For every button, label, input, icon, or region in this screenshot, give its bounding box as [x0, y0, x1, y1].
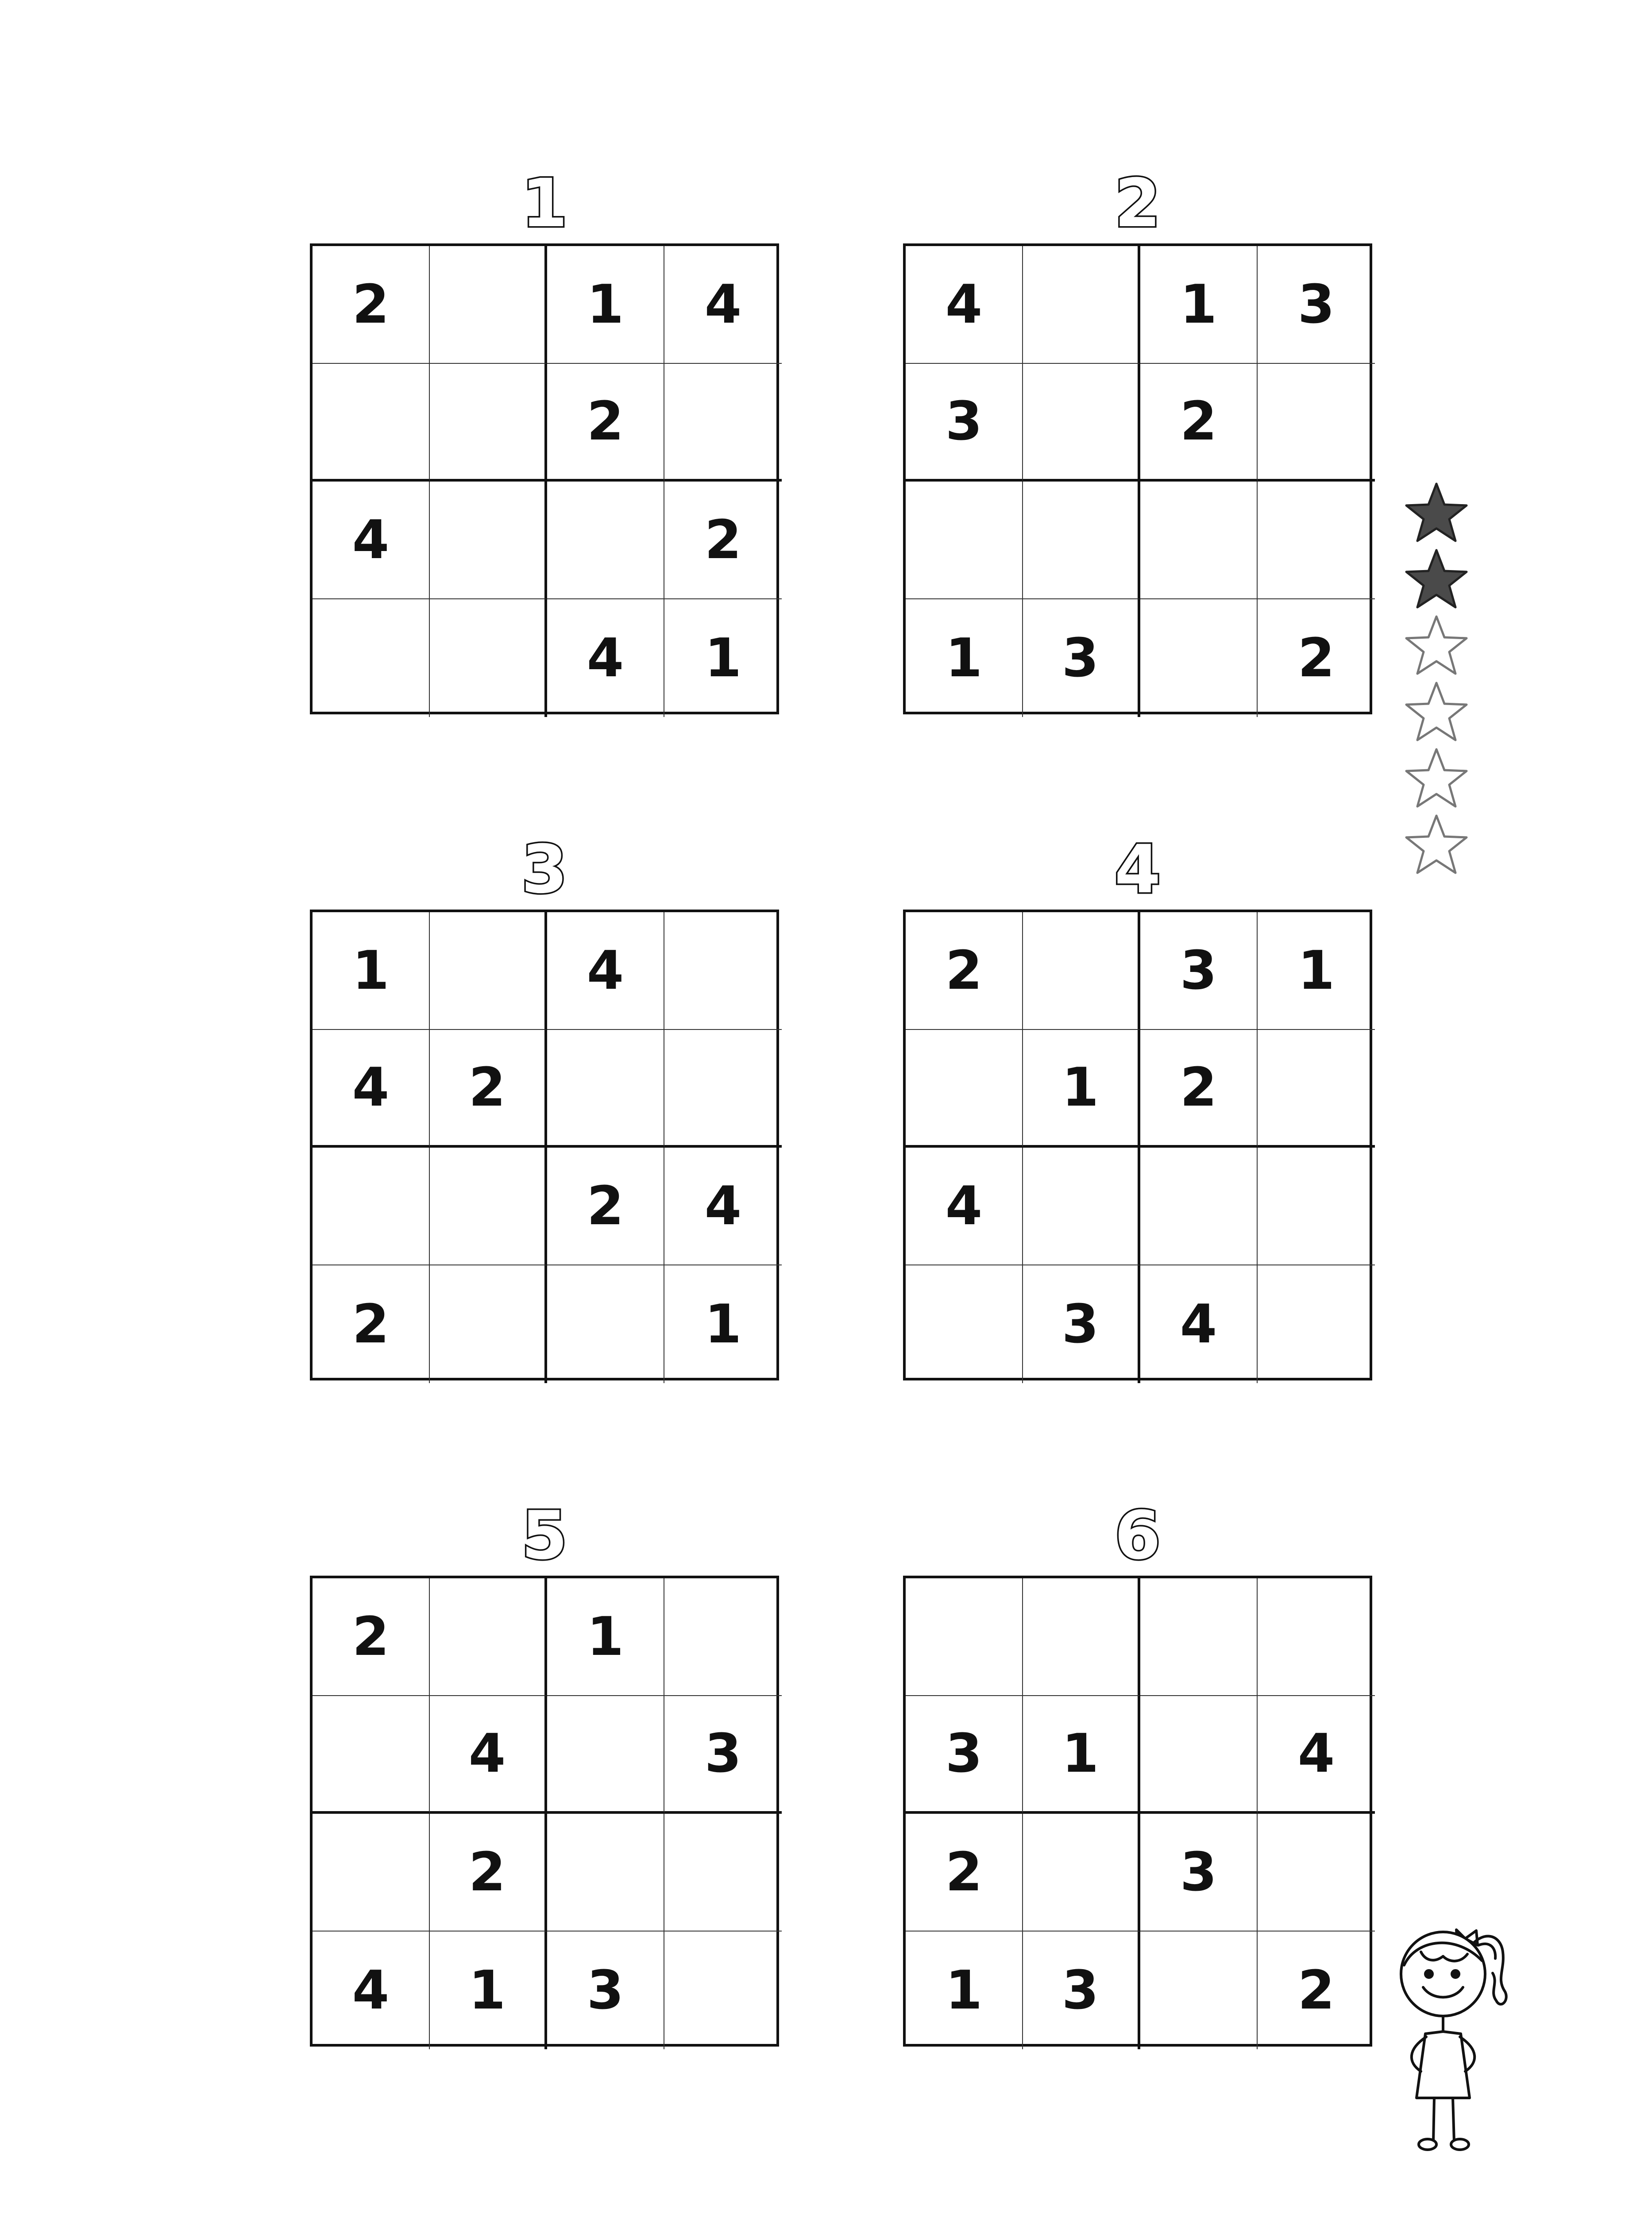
grid-cell: 4 [313, 1030, 430, 1148]
grid-cell[interactable] [1140, 599, 1258, 717]
grid-cell[interactable] [313, 364, 430, 482]
grid-cell[interactable] [1140, 482, 1258, 599]
grid-cell: 1 [906, 599, 1023, 717]
grid-cell[interactable] [1023, 1814, 1140, 1932]
grid-cell[interactable] [906, 482, 1023, 599]
grid-cell[interactable] [1258, 1814, 1375, 1932]
grid-cell: 2 [547, 1148, 664, 1265]
grid-cell: 2 [1297, 627, 1335, 689]
grid-cell[interactable] [1023, 482, 1140, 599]
grid-cell: 3 [1258, 246, 1375, 364]
grid-cell: 1 [1023, 1030, 1140, 1148]
grid-cell: 2 [430, 1030, 547, 1148]
grid-cell[interactable] [430, 912, 547, 1030]
grid-cell: 4 [313, 482, 430, 599]
grid-cell: 1 [704, 1293, 742, 1355]
grid-cell: 3 [547, 1932, 664, 2049]
grid-cell: 1 [547, 1578, 664, 1696]
grid-cell: 4 [664, 1148, 782, 1265]
grid-cell[interactable] [547, 1696, 664, 1814]
grid-cell[interactable] [1258, 1265, 1375, 1383]
sudoku-grid [903, 243, 1372, 714]
grid-cell: 3 [1023, 1265, 1140, 1383]
grid-cell: 2 [313, 1578, 430, 1696]
empty-star-icon [1403, 613, 1470, 679]
grid-cell: 4 [313, 1932, 430, 2049]
grid-cell: 2 [906, 1814, 1023, 1932]
sudoku-grid [903, 1576, 1372, 2047]
grid-cell[interactable] [906, 1030, 1023, 1148]
grid-cell[interactable] [906, 1265, 1023, 1383]
grid-cell[interactable] [1258, 1148, 1375, 1265]
grid-cell[interactable] [664, 1030, 782, 1148]
grid-cell: 1 [704, 627, 742, 689]
grid-cell: 3 [1140, 1814, 1258, 1932]
grid-cell: 4 [906, 1148, 1023, 1265]
grid-cell[interactable] [547, 482, 664, 599]
grid-cell[interactable] [1258, 1030, 1375, 1148]
grid-cell: 1 [906, 1932, 1023, 2049]
grid-cell: 4 [1258, 1696, 1375, 1814]
grid-cell[interactable] [313, 1814, 430, 1932]
puzzle-number: 2 [1114, 165, 1161, 242]
grid-cell: 4 [1140, 1265, 1258, 1383]
difficulty-stars [1403, 480, 1478, 879]
grid-cell[interactable] [547, 1265, 664, 1383]
grid-cell[interactable] [1258, 482, 1375, 599]
grid-cell: 4 [430, 1696, 547, 1814]
grid-cell[interactable] [1258, 1578, 1375, 1696]
grid-cell[interactable] [430, 482, 547, 599]
grid-cell: 1 [430, 1932, 547, 2049]
grid-cell: 3 [1023, 599, 1140, 717]
grid-cell[interactable] [547, 1030, 664, 1148]
grid-cell[interactable] [1258, 364, 1375, 482]
grid-cell: 1 [313, 912, 430, 1030]
sudoku-grid [903, 910, 1372, 1380]
grid-cell[interactable] [430, 599, 547, 717]
grid-cell[interactable] [1140, 1696, 1258, 1814]
grid-cell[interactable] [430, 246, 547, 364]
grid-cell: 2 [547, 364, 664, 482]
grid-cell[interactable] [664, 912, 782, 1030]
puzzle-number: 5 [521, 1497, 568, 1574]
grid-cell: 2 [313, 1265, 430, 1383]
puzzle-number: 4 [1114, 831, 1161, 908]
puzzle-number: 3 [521, 831, 568, 908]
grid-cell[interactable] [313, 1148, 430, 1265]
grid-cell[interactable] [430, 1148, 547, 1265]
grid-cell[interactable] [430, 1265, 547, 1383]
grid-cell: 2 [664, 482, 782, 599]
grid-cell: 4 [906, 246, 1023, 364]
grid-cell: 2 [1140, 1030, 1258, 1148]
grid-cell: 3 [1023, 1932, 1140, 2049]
grid-cell[interactable] [430, 364, 547, 482]
filled-star-icon [1403, 480, 1470, 547]
grid-cell[interactable] [664, 1932, 782, 2049]
grid-cell: 4 [664, 246, 782, 364]
grid-cell: 4 [547, 912, 664, 1030]
grid-cell: 3 [906, 1696, 1023, 1814]
grid-cell[interactable] [430, 1578, 547, 1696]
grid-cell: 3 [664, 1696, 782, 1814]
grid-cell[interactable] [664, 1814, 782, 1932]
grid-cell[interactable] [1023, 912, 1140, 1030]
grid-cell[interactable] [313, 1696, 430, 1814]
grid-cell: 1 [1258, 912, 1375, 1030]
grid-cell[interactable] [1140, 1148, 1258, 1265]
grid-cell[interactable] [1023, 1148, 1140, 1265]
grid-cell: 1 [1023, 1696, 1140, 1814]
puzzle-number: 6 [1114, 1497, 1161, 1574]
grid-cell[interactable] [664, 1578, 782, 1696]
empty-star-icon [1403, 746, 1470, 812]
grid-cell: 2 [1297, 1959, 1335, 2021]
grid-cell[interactable] [664, 364, 782, 482]
girl-figure-icon [1377, 1921, 1523, 2160]
grid-cell[interactable] [1023, 1578, 1140, 1696]
grid-cell[interactable] [1023, 246, 1140, 364]
grid-cell: 3 [906, 364, 1023, 482]
sudoku-grid [310, 1576, 779, 2047]
grid-cell: 2 [1140, 364, 1258, 482]
empty-star-icon [1403, 812, 1470, 879]
grid-cell[interactable] [1140, 1578, 1258, 1696]
grid-cell[interactable] [1023, 364, 1140, 482]
grid-cell: 4 [547, 599, 664, 717]
puzzle-number: 1 [521, 165, 568, 242]
grid-cell: 1 [547, 246, 664, 364]
grid-cell[interactable] [906, 1578, 1023, 1696]
grid-cell[interactable] [547, 1814, 664, 1932]
empty-star-icon [1403, 679, 1470, 746]
grid-cell[interactable] [1140, 1932, 1258, 2049]
sudoku-grid [310, 910, 779, 1380]
filled-star-icon [1403, 547, 1470, 613]
grid-cell: 3 [1140, 912, 1258, 1030]
grid-cell: 1 [1140, 246, 1258, 364]
grid-cell[interactable] [313, 599, 430, 717]
sudoku-grid [310, 243, 779, 714]
grid-cell: 2 [906, 912, 1023, 1030]
grid-cell: 2 [313, 246, 430, 364]
grid-cell: 2 [430, 1814, 547, 1932]
